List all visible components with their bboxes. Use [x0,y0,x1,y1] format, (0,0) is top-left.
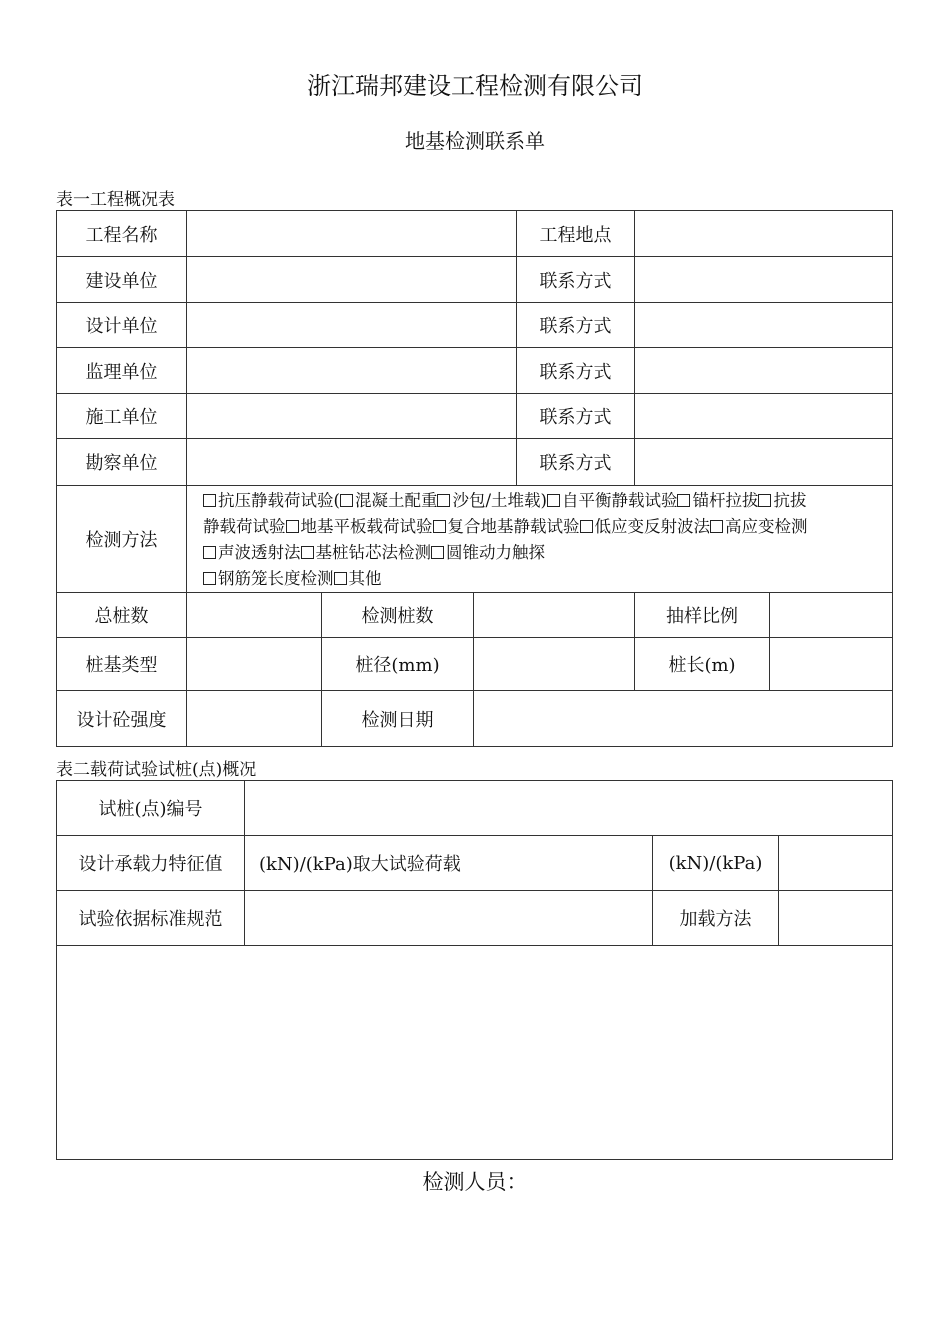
checkbox-icon[interactable] [203,572,216,585]
pile-type-label: 桩基类型 [57,638,187,691]
table1-caption: 表一工程概况表 [56,190,175,210]
loading-method-field[interactable] [779,891,893,946]
design-capacity-field[interactable]: (kN)/(kPa)取大试验荷载 [245,836,653,891]
construction-unit-field[interactable] [187,394,517,439]
design-unit-label: 设计单位 [57,303,187,348]
checkbox-icon[interactable] [433,520,446,533]
checkbox-icon[interactable] [334,572,347,585]
survey-contact-field[interactable] [635,439,893,486]
sample-ratio-field[interactable] [770,593,893,638]
construction-unit-label: 施工单位 [57,394,187,439]
load-test-table [56,780,893,1160]
pile-type-field[interactable] [187,638,322,691]
survey-unit-label: 勘察单位 [57,439,187,486]
construction-contact-field[interactable] [635,394,893,439]
checkbox-icon[interactable] [710,520,723,533]
test-pile-number-field[interactable] [245,781,893,836]
test-standard-label: 试验依据标准规范 [57,891,245,946]
checkbox-icon[interactable] [286,520,299,533]
sample-ratio-label: 抽样比例 [635,593,770,638]
supervision-unit-label: 监理单位 [57,348,187,394]
design-capacity-label: 设计承载力特征值 [57,836,245,891]
pile-length-label: 桩长(m) [635,638,770,691]
pile-length-field[interactable] [770,638,893,691]
checkbox-icon[interactable] [203,546,216,559]
supervision-contact-label: 联系方式 [517,348,635,394]
project-name-field[interactable] [187,211,517,257]
owner-contact-field[interactable] [635,257,893,303]
tested-piles-label: 检测桩数 [322,593,474,638]
checkbox-icon[interactable] [301,546,314,559]
company-name: 浙江瑞邦建设工程检测有限公司 [307,72,643,100]
construction-contact-label: 联系方式 [517,394,635,439]
pile-diameter-field[interactable] [474,638,635,691]
owner-unit-label: 建设单位 [57,257,187,303]
project-name-label: 工程名称 [57,211,187,257]
project-location-field[interactable] [635,211,893,257]
checkbox-icon[interactable] [203,494,216,507]
design-contact-field[interactable] [635,303,893,348]
table2-caption: 表二载荷试验试桩(点)概况 [56,760,257,780]
project-overview-table [56,210,893,747]
notes-area[interactable] [57,946,893,1160]
loading-method-label: 加载方法 [653,891,779,946]
total-piles-field[interactable] [187,593,322,638]
concrete-strength-field[interactable] [187,691,322,747]
concrete-strength-label: 设计砼强度 [57,691,187,747]
supervision-contact-field[interactable] [635,348,893,394]
max-load-field[interactable] [779,836,893,891]
inspector-label: 检测人员： [422,1170,528,1194]
test-date-field[interactable] [474,691,893,747]
test-date-label: 检测日期 [322,691,474,747]
max-load-unit-label: (kN)/(kPa) [653,836,779,891]
checkbox-icon[interactable] [437,494,450,507]
project-location-label: 工程地点 [517,211,635,257]
owner-contact-label: 联系方式 [517,257,635,303]
checkbox-icon[interactable] [758,494,771,507]
checkbox-icon[interactable] [340,494,353,507]
total-piles-label: 总桩数 [57,593,187,638]
supervision-unit-field[interactable] [187,348,517,394]
checkbox-icon[interactable] [431,546,444,559]
checkbox-icon[interactable] [677,494,690,507]
checkbox-icon[interactable] [580,520,593,533]
survey-unit-field[interactable] [187,439,517,486]
tested-piles-field[interactable] [474,593,635,638]
test-standard-field[interactable] [245,891,653,946]
test-method-options: 抗压静载荷试验( 混凝土配重 沙包/土堆载) 自平衡静载试验 锚杆拉拔 抗拔 静载荷试验 地基平板载荷试验 复合地基静载试验 低应变反射波法 高应变检测 声波透射法 基桩钻芯法检测 圆锥动力触探 钢筋笼长度检测 其他 [187,486,893,593]
checkbox-icon[interactable] [547,494,560,507]
pile-diameter-label: 桩径(mm) [322,638,474,691]
test-pile-number-label: 试桩(点)编号 [57,781,245,836]
design-contact-label: 联系方式 [517,303,635,348]
owner-unit-field[interactable] [187,257,517,303]
form-title: 地基检测联系单 [405,129,545,153]
survey-contact-label: 联系方式 [517,439,635,486]
test-method-label: 检测方法 [57,486,187,593]
design-unit-field[interactable] [187,303,517,348]
